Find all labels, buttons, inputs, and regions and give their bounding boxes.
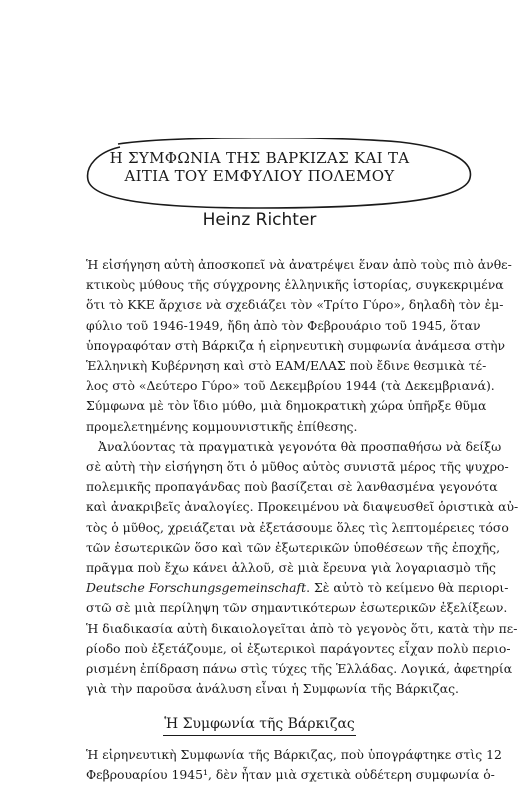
text-line: ρίοδο ποὺ ἐξετάζουμε, οἱ ἐξωτερικοὶ παράγοντες εἶχαν πολὺ περιο- xyxy=(86,640,511,656)
italic-term: Deutsche Forschungsgemeinschaft xyxy=(86,580,307,596)
text-line: γιὰ τὴν παροῦσα ἀνάλυση εἶναι ἡ Συμφωνία τῆς Βάρκιζας. xyxy=(86,681,459,697)
section-heading xyxy=(0,716,519,736)
text-line: Ἡ εἰρηνευτικὴ Συμφωνία τῆς Βάρκιζας, ποὺ ὑπογράφτηκε στὶς 12 xyxy=(86,747,502,762)
text-line: λος στὸ «Δεύτερο Γύρο» τοῦ Δεκεμβρίου 1944 (τὰ Δεκεμβριανά). xyxy=(86,378,495,394)
text-line: φύλιο τοῦ 1946-1949, ἤδη ἀπὸ τὸν Φεβρουάριο τοῦ 1945, ὅταν xyxy=(86,317,481,333)
paragraph-1 xyxy=(86,255,512,437)
text-line: ὅτι τὸ ΚΚΕ ἄρχισε νὰ σχεδιάζει τὸν «Τρίτο Γύρο», δηλαδὴ τὸν ἐμ- xyxy=(86,297,504,313)
title-line-2: ΑΙΤΙΑ ΤΟΥ ΕΜΦΥΛΙΟΥ ΠΟΛΕΜΟΥ xyxy=(124,167,395,185)
title-line-1: Η ΣΥΜΦΩΝΙΑ ΤΗΣ ΒΑΡΚΙΖΑΣ ΚΑΙ ΤΑ xyxy=(109,149,410,167)
text-line: Ἑλληνικὴ Κυβέρνηση καὶ στὸ ΕΑΜ/ΕΛΑΣ ποὺ ἔδινε θεσμικὰ τέ- xyxy=(86,358,487,374)
text-line: Ἡ διαδικασία αὐτὴ δικαιολογεῖται ἀπὸ τὸ γεγονὸς ὅτι, κατὰ τὴν πε- xyxy=(86,620,518,636)
body-text xyxy=(86,255,519,699)
text-line: Σύμφωνα μὲ τὸν ἴδιο μύθο, μιὰ δημοκρατικὴ χώρα ὑπῆρξε θῦμα xyxy=(86,398,487,414)
text-line: Ἡ εἰσήγηση αὐτὴ ἀποσκοπεῖ νὰ ἀνατρέψει ἕναν ἀπὸ τοὺς πιὸ ἀνθε- xyxy=(86,257,512,272)
text-line-with-italic xyxy=(86,578,509,598)
text-line: προμελετημένης κομμουνιστικῆς ἐπίθεσης. xyxy=(86,418,358,434)
paragraph-2 xyxy=(86,437,519,700)
text-line: πολεμικῆς προπαγάνδας ποὺ βασίζεται σὲ λανθασμένα γεγονότα xyxy=(86,479,498,495)
text-line: Φεβρουαρίου 1945¹, δὲν ἦταν μιὰ σχετικὰ οὐδέτερη συμφωνία ὁ- xyxy=(86,767,495,783)
author-name: Heinz Richter xyxy=(202,210,317,230)
text-line: ὑπογραφόταν στὴ Βάρκιζα ἡ εἰρηνευτικὴ συμφωνία ἀνάμεσα στὴν xyxy=(86,337,506,353)
text-line: ρισμένη ἐπίδραση πάνω στὶς τύχες τῆς Ἑλλάδας. Λογικά, ἀφετηρία xyxy=(86,661,513,677)
text-line: πρᾶγμα ποὺ ἔχω κάνει ἀλλοῦ, σὲ μιὰ ἔρευνα γιὰ λογαριασμὸ τῆς xyxy=(86,560,496,576)
section-heading-text: Ἡ Συμφωνία τῆς Βάρκιζας xyxy=(163,716,356,736)
body-text-continued xyxy=(86,745,502,785)
text-line: στῶ σὲ μιὰ περίληψη τῶν σημαντικότερων ἐσωτερικῶν ἐξελίξεων. xyxy=(86,600,508,616)
text-line: τὸς ὁ μῦθος, χρειάζεται νὰ ἐξετάσουμε ὅλες τὶς λεπτομέρειες τόσο xyxy=(86,519,509,535)
title-block xyxy=(0,138,519,218)
text-line: σὲ αὐτὴ τὴν εἰσήγηση ὅτι ὁ μῦθος αὐτὸς συνιστᾶ μέρος τῆς ψυχρο- xyxy=(86,459,509,475)
text-line: τῶν ἐσωτερικῶν ὅσο καὶ τῶν ἐξωτερικῶν ὑποθέσεων τῆς ἐποχῆς, xyxy=(86,539,501,555)
text-line: κτικοὺς μύθους τῆς σύγχρονης ἑλληνικῆς ἱστορίας, συγκεκριμένα xyxy=(86,277,504,293)
text-fragment: . Σὲ αὐτὸ τὸ κείμενο θὰ περιορι- xyxy=(306,580,509,596)
text-line: καὶ ἀνακριβεῖς ἀναλογίες. Προκειμένου νὰ διαψευσθεῖ ὁριστικὰ αὐ- xyxy=(86,499,519,515)
text-line: Ἀναλύοντας τὰ πραγματικὰ γεγονότα θὰ προσπαθήσω νὰ δείξω xyxy=(98,438,502,454)
